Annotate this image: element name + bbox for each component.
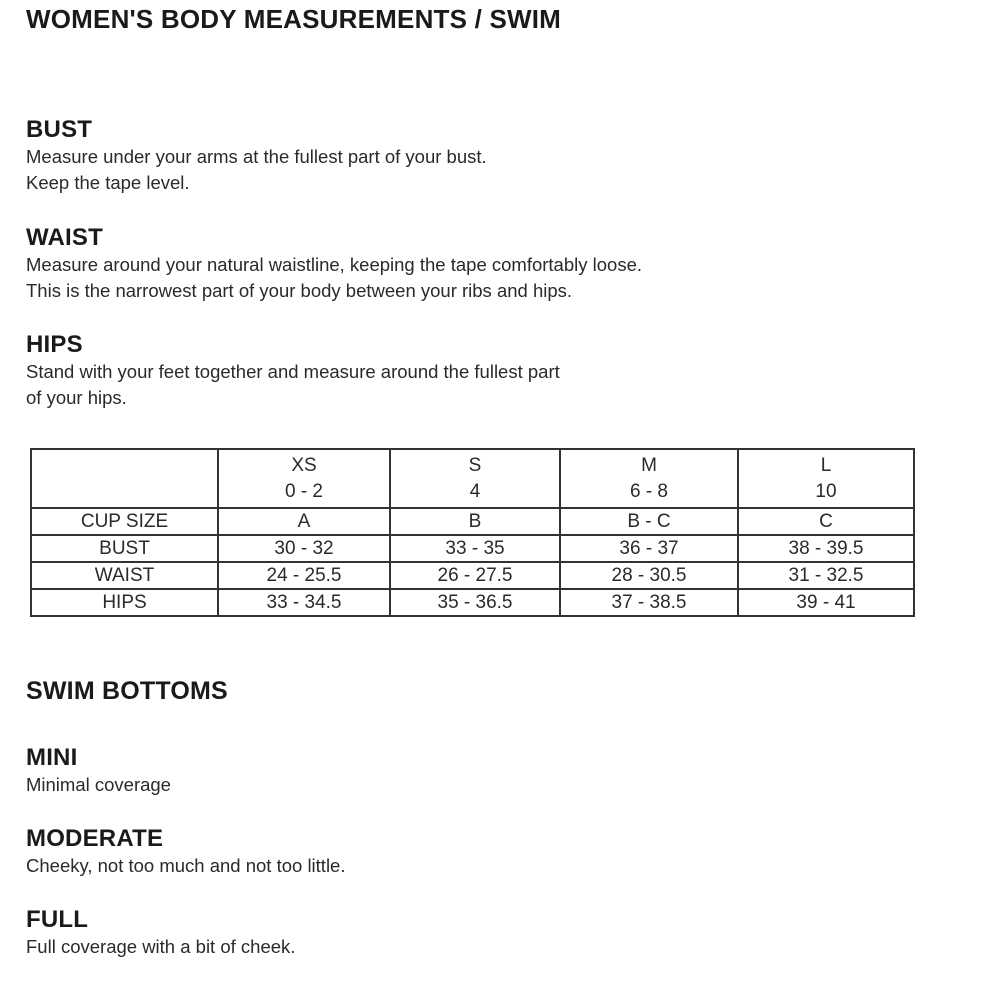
table-cell: 30 - 32 xyxy=(218,535,390,562)
bust-instruction-line-1: Measure under your arms at the fullest part of your bust. xyxy=(26,146,487,167)
table-row-hips xyxy=(31,589,914,616)
empty-corner-cell xyxy=(31,449,218,508)
waist-instruction-line-1: Measure around your natural waistline, keeping the tape comfortably loose. xyxy=(26,254,642,275)
moderate-heading: MODERATE xyxy=(26,825,164,852)
table-cell: B - C xyxy=(560,508,738,535)
bust-heading: BUST xyxy=(26,116,93,143)
hips-heading: HIPS xyxy=(26,331,83,358)
page-title: WOMEN'S BODY MEASUREMENTS / SWIM xyxy=(26,4,562,34)
moderate-description: Cheeky, not too much and not too little. xyxy=(26,855,346,876)
waist-section xyxy=(26,224,642,304)
size-column-header xyxy=(218,449,390,508)
numeric-size-label: 4 xyxy=(469,480,481,502)
table-cell: 35 - 36.5 xyxy=(390,589,560,616)
size-chart-table xyxy=(30,448,915,617)
table-cell: 38 - 39.5 xyxy=(738,535,914,562)
hips-section xyxy=(26,331,560,411)
size-column-header xyxy=(390,449,560,508)
table-cell: 26 - 27.5 xyxy=(390,562,560,589)
row-label: HIPS xyxy=(31,589,218,616)
row-label: BUST xyxy=(31,535,218,562)
table-cell: 31 - 32.5 xyxy=(738,562,914,589)
numeric-size-label: 0 - 2 xyxy=(284,480,324,502)
waist-heading: WAIST xyxy=(26,224,103,251)
table-cell: 33 - 34.5 xyxy=(218,589,390,616)
bust-section xyxy=(26,116,487,196)
size-label: XS xyxy=(291,454,317,476)
table-row-bust xyxy=(31,535,914,562)
mini-heading: MINI xyxy=(26,744,78,771)
moderate-section xyxy=(26,825,346,879)
row-label: WAIST xyxy=(31,562,218,589)
size-column-header xyxy=(738,449,914,508)
table-cell: A xyxy=(218,508,390,535)
table-cell: 24 - 25.5 xyxy=(218,562,390,589)
bust-instruction-line-2: Keep the tape level. xyxy=(26,172,190,193)
row-label: CUP SIZE xyxy=(31,508,218,535)
table-cell: 28 - 30.5 xyxy=(560,562,738,589)
mini-section xyxy=(26,744,171,798)
size-label: L xyxy=(820,454,832,476)
table-row-cup-size xyxy=(31,508,914,535)
numeric-size-label: 6 - 8 xyxy=(629,480,669,502)
table-cell: 37 - 38.5 xyxy=(560,589,738,616)
numeric-size-label: 10 xyxy=(815,480,837,502)
hips-instruction-line-1: Stand with your feet together and measure around the fullest part xyxy=(26,361,560,382)
full-heading: FULL xyxy=(26,906,89,933)
swim-bottoms-heading: SWIM BOTTOMS xyxy=(26,677,228,705)
size-label: S xyxy=(468,454,482,476)
size-label: M xyxy=(641,454,657,476)
size-column-header xyxy=(560,449,738,508)
table-cell: 39 - 41 xyxy=(738,589,914,616)
table-cell: 36 - 37 xyxy=(560,535,738,562)
hips-instruction-line-2: of your hips. xyxy=(26,387,127,408)
table-cell: 33 - 35 xyxy=(390,535,560,562)
table-cell: B xyxy=(390,508,560,535)
table-cell: C xyxy=(738,508,914,535)
full-description: Full coverage with a bit of cheek. xyxy=(26,936,296,957)
waist-instruction-line-2: This is the narrowest part of your body between your ribs and hips. xyxy=(26,280,573,301)
size-header-row xyxy=(31,449,914,508)
table-row-waist xyxy=(31,562,914,589)
full-section xyxy=(26,906,295,960)
mini-description: Minimal coverage xyxy=(26,774,171,795)
